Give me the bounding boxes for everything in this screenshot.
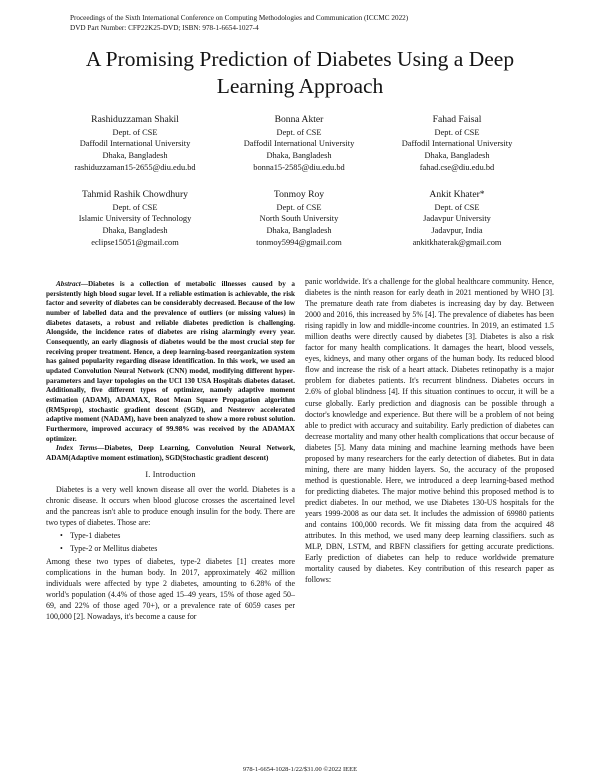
author-name: Bonna Akter	[274, 114, 324, 125]
intro-paragraph-3: panic worldwide. It's a challenge for the global healthcare community. Hence, diabetes is the ninth reason for early death in 2021 mentioned by WHO [3]. The premature death rate from diabetes is increasing day by day. Between 2000 and 2016, this increased by 5% [4]. The prevalence of diabetes has been rising rapidly in low and middle-income countries. In 2019, an estimated 1.5 million deaths were directly caused by diabetes [3]. Diabetes is also a risk factor for many health complications. It damages the heart, blood vessels, eyes, kidneys, and many other organs of the human body. Its reduced blood flow and increase the risk of a heart attack. Diabetes retinopathy is a major problem for diabetes patients. It's recurrent blindness. Diabetes occurs in 2.6% of global blindness [4]. If this situation continues to occur, it will be a curse globally. Early prediction and diagnosis can be possible through a doctor's knowledge and experience. But there will be a problem of not being able to predict with accuracy and suitability. Early prediction of diabetes can decrease mortality and many other health complications that occur because of diabetes [5]. Many data mining and machine learning methods have been proposed by many researchers for the early detection of diabetes. But in data mining, there are many hidden layers. So, the accuracy of the proposed method is questionable. Here, we introduced a deep learning-based method for predicting diabetes. The major motive behind this proposed method is to predict diabetes. In our method, we use Diabetes 130-US hospitals for the years 1999-2008 as our data set. It includes the admission of 69980 patients and contains 100,000 records. We fit missing data from the acquired 48 attributes. In this method, we used many deep learning classifiers. such as MLP, DBN, LSTM, and RBFN classifiers for getting accurate predictions. Early prediction of diabetes can help to reduce worldwide premature mortality caused by diabetes. Key contribution of this research paper as follows:	[305, 277, 554, 585]
author-org: Daffodil International University	[79, 139, 191, 149]
author-name: Rashiduzzaman Shakil	[91, 114, 179, 125]
author-org: North South University	[259, 214, 339, 224]
author-email: eclipse15051@gmail.com	[91, 237, 179, 247]
bullet-text: Type-1 diabetes	[70, 530, 121, 540]
left-column	[46, 280, 295, 622]
paper-title	[30, 46, 570, 100]
author-block	[50, 189, 220, 248]
author-org: Jadavpur University	[423, 214, 491, 224]
index-terms-text: —Diabetes, Deep Learning, Convolution Neural Network, ADAM(Adaptive moment estimation), SGD(Stochastic gradient descent)	[46, 444, 296, 462]
author-dept: Dept. of CSE	[112, 127, 158, 137]
author-block	[214, 114, 384, 173]
author-org: Islamic University of Technology	[78, 214, 192, 224]
author-org: Daffodil International University	[243, 139, 355, 149]
section-heading: I. Introduction	[145, 470, 196, 480]
bullet-item: • Type-1 diabetes	[60, 530, 121, 540]
author-block	[372, 189, 542, 248]
index-terms	[46, 444, 295, 463]
abstract-text: —Diabetes is a collection of metabolic illnesses caused by a persistently high blood sugar level. If a reliable estimation is achievable, the risk factor and severity of diabetes can be considerably decreased. Because of the low number of labelled data and the prevalence of outliers (or missing values) in diabetes datasets, a robust and reliable diabetes prediction is challenging. Alongside, the incidence rates of diabetes are rising alarmingly every year. Consequently, an early diagnosis of diabetes would be the most crucial step for receiving proper treatment. Hence, a deep learning-based reorganization system has gained popularity regarding disease identification. In this work, we used an updated Convolution Neural Network (CNN) model, modifying different hyper-parameters and layer topologies on the UCI 130 USA Hospitals diabetes dataset. Additionally, five different types of optimizer, namely adaptive moment estimation (ADAM), ADAMAX, Root Mean Square Propagation algorithm (RMSprop), stochastic gradient descent (SGD), and Nesterov accelerated adaptive moment (NADAM), have been analyzed to show a more robust solution. Furthermore, improved accuracy of 99.98% was received by the ADAMAX optimizer.	[46, 280, 295, 443]
author-dept: Dept. of CSE	[112, 202, 158, 212]
index-terms-label: Index Terms	[56, 444, 98, 453]
author-name: Ankit Khater*	[429, 189, 485, 200]
author-name: Tonmoy Roy	[273, 189, 325, 200]
author-email: fahad.cse@diu.edu.bd	[419, 162, 495, 172]
abstract-label: Abstract	[56, 280, 81, 288]
author-location: Dhaka, Bangladesh	[266, 150, 332, 160]
header-line-1: Proceedings of the Sixth International Conference on Computing Methodologies and Communication (ICCMC 2022)	[70, 14, 409, 22]
author-block	[372, 114, 542, 173]
author-location: Dhaka, Bangladesh	[266, 225, 332, 235]
author-dept: Dept. of CSE	[276, 202, 322, 212]
author-block	[50, 114, 220, 173]
copyright-footer: 978-1-6654-1028-1/22/$31.00 ©2022 IEEE	[242, 766, 358, 773]
author-email: ankitkhaterak@gmail.com	[412, 237, 502, 247]
author-block	[214, 189, 384, 248]
title-line-1: A Promising Prediction of Diabetes Using a Deep	[85, 47, 515, 71]
title-line-2: Learning Approach	[216, 74, 384, 98]
author-location: Dhaka, Bangladesh	[102, 225, 168, 235]
intro-paragraph-1: Diabetes is a very well known disease all over the world. Diabetes is a chronic disease. It occurs when blood glucose crosses the ascertained level and the pancreas isn't able to produce enough insulin for the body. There are two types of diabetes. Those are:	[46, 484, 295, 527]
header-line-2: DVD Part Number: CFP22K25-DVD; ISBN: 978-1-6654-1027-4	[70, 23, 259, 32]
author-location: Dhaka, Bangladesh	[424, 150, 490, 160]
author-dept: Dept. of CSE	[434, 127, 480, 137]
conference-header	[70, 14, 408, 33]
abstract	[46, 280, 295, 444]
author-email: tonmoy5994@gmail.com	[256, 237, 342, 247]
author-dept: Dept. of CSE	[434, 202, 480, 212]
intro-paragraph-2: Among these two types of diabetes, type-2 diabetes [1] creates more complications in the human body. In 2017, approximately 462 million individuals were affected by type 2 diabetes, amounting to 6.28% of the world's population (4.4% of those aged 15–49 years, 15% of those aged 50–69, and 22% of those aged 70+), or a prevalence rate of 6059 cases per 100,000 [2]. Nowadays, it's become a cause for	[46, 556, 295, 622]
right-column	[305, 276, 554, 585]
bullet-text: Type-2 or Mellitus diabetes	[70, 543, 158, 553]
author-email: rashiduzzaman15-2655@diu.edu.bd	[74, 162, 196, 172]
author-location: Dhaka, Bangladesh	[102, 150, 168, 160]
author-org: Daffodil International University	[401, 139, 513, 149]
author-location: Jadavpur, India	[431, 225, 483, 235]
author-email: bonna15-2585@diu.edu.bd	[253, 162, 345, 172]
bullet-item: • Type-2 or Mellitus diabetes	[60, 543, 158, 553]
author-dept: Dept. of CSE	[276, 127, 322, 137]
author-name: Tahmid Rashik Chowdhury	[82, 189, 188, 200]
author-name: Fahad Faisal	[432, 114, 482, 125]
